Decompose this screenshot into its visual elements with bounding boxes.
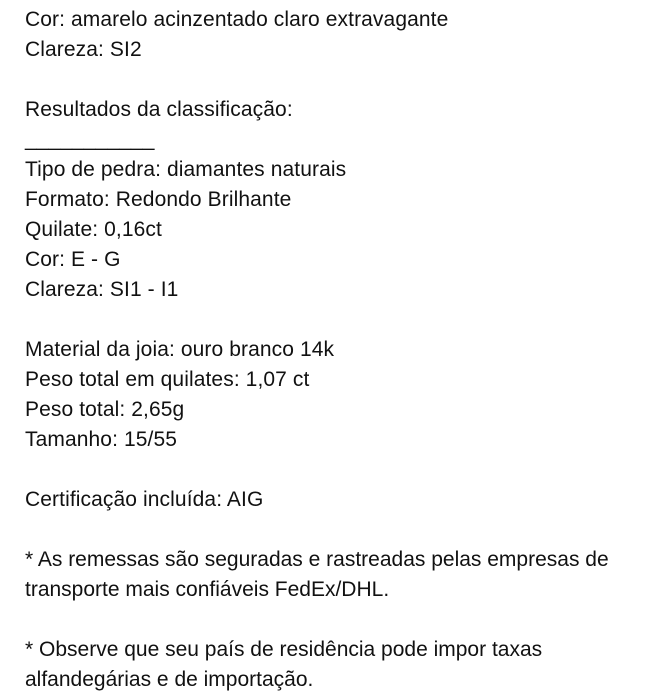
- product-description: [25, 5, 635, 695]
- spacer: [25, 455, 635, 485]
- stone-color-line: Cor: E - G: [25, 248, 121, 271]
- results-heading: Resultados da classificação:: [25, 98, 293, 121]
- size-line: Tamanho: 15/55: [25, 428, 178, 451]
- shape-line: Formato: Redondo Brilhante: [25, 188, 292, 211]
- stone-type-line: Tipo de pedra: diamantes naturais: [25, 158, 347, 181]
- divider-line: ___________: [25, 128, 155, 151]
- total-carat-line: Peso total em quilates: 1,07 ct: [25, 368, 310, 391]
- total-weight-line: Peso total: 2,65g: [25, 398, 185, 421]
- carat-line: Quilate: 0,16ct: [25, 218, 162, 241]
- shipping-note: * As remessas são seguradas e rastreadas pelas empresas de transporte mais confiáveis FedEx/DHL.: [25, 548, 609, 601]
- customs-note: * Observe que seu país de residência pode impor taxas alfandegárias e de importação.: [25, 638, 543, 691]
- spacer: [25, 605, 635, 635]
- certification-line: Certificação incluída: AIG: [25, 488, 264, 511]
- spacer: [25, 305, 635, 335]
- spacer: [25, 515, 635, 545]
- color-line: Cor: amarelo acinzentado claro extravagante: [25, 8, 449, 31]
- jewelry-material-line: Material da joia: ouro branco 14k: [25, 338, 335, 361]
- spacer: [25, 65, 635, 95]
- clarity-line: Clareza: SI2: [25, 38, 142, 61]
- stone-clarity-line: Clareza: SI1 - I1: [25, 278, 179, 301]
